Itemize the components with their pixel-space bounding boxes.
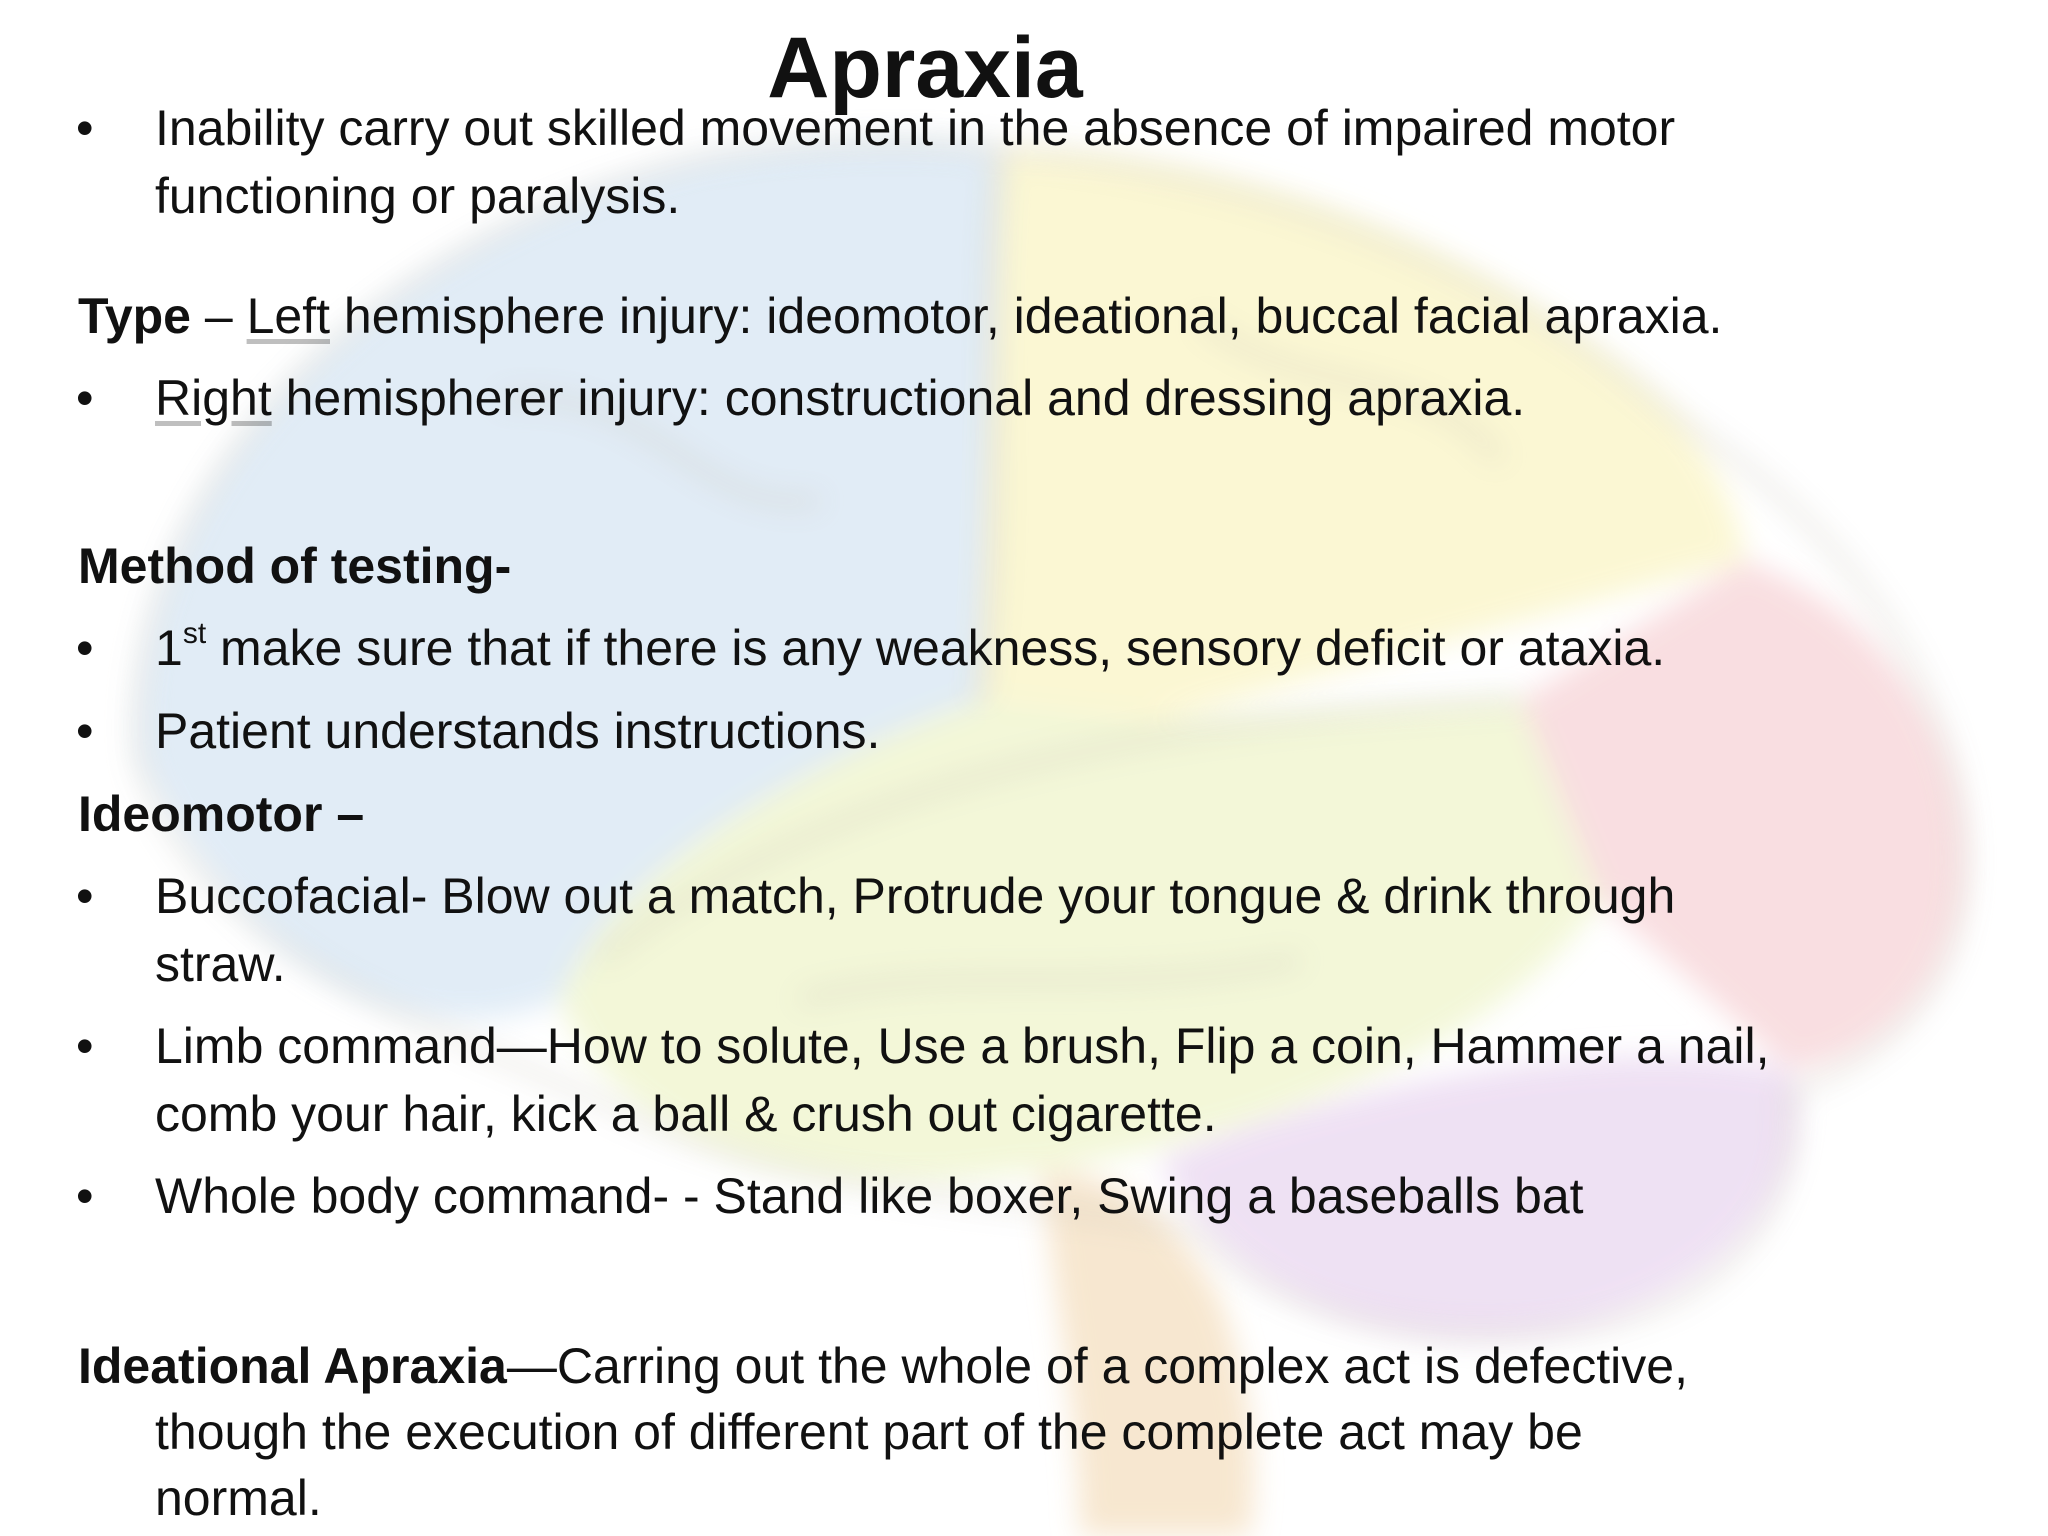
- ideational-line-3: normal.: [155, 1470, 322, 1526]
- ideomotor-heading: Ideomotor –: [78, 786, 365, 842]
- ideational-text-1: —Carring out the whole of a complex act is defective,: [506, 1338, 1688, 1394]
- bullet-glyph: •: [76, 100, 94, 156]
- buccofacial-line-1: Buccofacial- Blow out a match, Protrude your tongue & drink through: [155, 868, 1676, 924]
- bullet-glyph: •: [76, 370, 94, 426]
- bullet-glyph: •: [76, 620, 94, 676]
- right-text: hemispherer injury: constructional and dressing apraxia.: [271, 370, 1526, 426]
- method-heading: Method of testing-: [78, 538, 512, 594]
- right-hemisphere-line: [155, 364, 1525, 432]
- right-word: Right: [155, 370, 272, 426]
- bullet-glyph: •: [76, 703, 94, 759]
- whole-body-command: Whole body command- - Stand like boxer, Swing a baseballs bat: [155, 1168, 1584, 1224]
- type-text: hemisphere injury: ideomotor, ideational, buccal facial apraxia.: [330, 288, 1723, 344]
- bullet-glyph: •: [76, 1018, 94, 1074]
- method-item-1: [155, 614, 1665, 682]
- ideational-line-2: though the execution of different part of the complete act may be: [155, 1404, 1583, 1460]
- ideational-label: Ideational Apraxia: [78, 1338, 507, 1394]
- intro-line-2: functioning or paralysis.: [155, 168, 681, 224]
- method-item-1-sup: st: [182, 617, 207, 651]
- page-title: Apraxia: [767, 20, 1083, 116]
- ideational-line-1: [78, 1332, 1688, 1400]
- method-item-2: Patient understands instructions.: [155, 703, 881, 759]
- type-label: Type: [78, 288, 191, 344]
- type-dash: –: [191, 288, 247, 344]
- type-line: [78, 282, 1722, 350]
- bullet-glyph: •: [76, 868, 94, 924]
- bullet-glyph: •: [76, 1168, 94, 1224]
- limb-command-line-1: Limb command—How to solute, Use a brush, Flip a coin, Hammer a nail,: [155, 1018, 1770, 1074]
- buccofacial-line-2: straw.: [155, 936, 286, 992]
- intro-line-1: Inability carry out skilled movement in the absence of impaired motor: [155, 100, 1676, 156]
- method-item-1-text: make sure that if there is any weakness, sensory deficit or ataxia.: [206, 620, 1666, 676]
- method-item-1-prefix: 1: [155, 620, 183, 676]
- limb-command-line-2: comb your hair, kick a ball & crush out cigarette.: [155, 1086, 1217, 1142]
- left-word: Left: [246, 288, 330, 344]
